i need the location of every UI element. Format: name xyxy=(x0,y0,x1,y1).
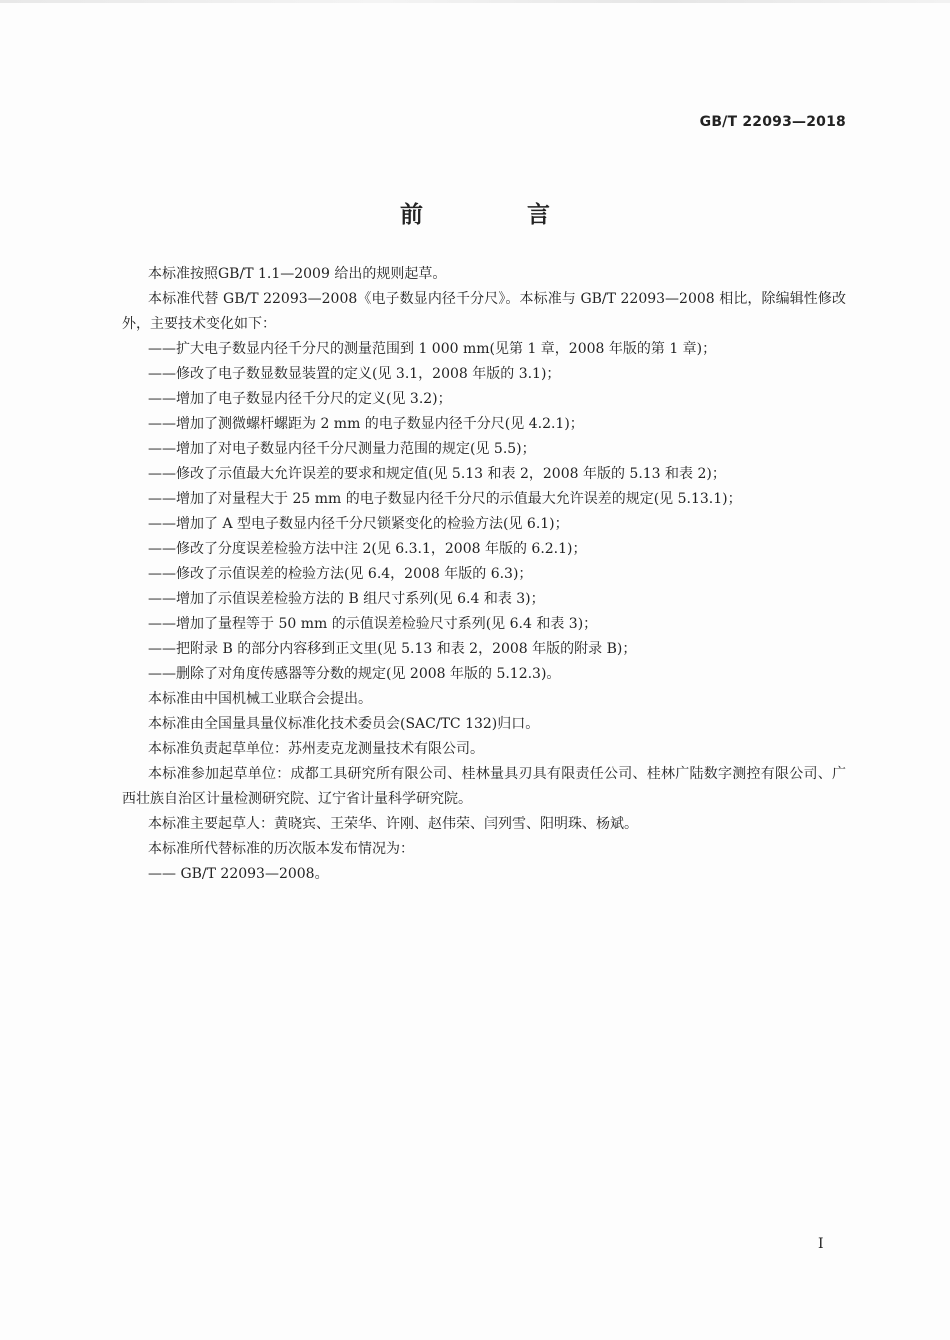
change-item: ——修改了示值最大允许误差的要求和规定值(见 5.13 和表 2，2008 年版的 5.13 和表 2)； xyxy=(148,466,726,482)
change-item: ——把附录 B 的部分内容移到正文里(见 5.13 和表 2，2008 年版的附录 B)； xyxy=(148,641,637,657)
change-item: ——删除了对角度传感器等分数的规定(见 2008 年版的 5.12.3)。 xyxy=(148,666,561,682)
history-item: —— GB/T 22093—2008。 xyxy=(148,866,329,882)
paragraph-committee: 本标准由全国量具量仪标准化技术委员会(SAC/TC 132)归口。 xyxy=(148,716,540,732)
change-item: ——增加了电子数显内径千分尺的定义(见 3.2)； xyxy=(148,391,452,407)
page-number: I xyxy=(818,1236,824,1252)
paragraph-replacement: 本标准代替 GB/T 22093—2008《电子数显内径千分尺》。本标准与 GB/T 22093—2008 相比，除编辑性修改外，主要技术变化如下： xyxy=(122,291,846,332)
change-item: ——增加了量程等于 50 mm 的示值误差检验尺寸系列(见 6.4 和表 3)； xyxy=(148,616,598,632)
change-item: ——增加了对量程大于 25 mm 的电子数显内径千分尺的示值最大允许误差的规定(见 5.13.1)； xyxy=(148,491,742,507)
foreword-body xyxy=(122,262,846,887)
paragraph-participating-drafters: 本标准参加起草单位：成都工具研究所有限公司、桂林量具刃具有限责任公司、桂林广陆数字测控有限公司、广西壮族自治区计量检测研究院、辽宁省计量科学研究院。 xyxy=(122,766,846,807)
change-item: ——增加了 A 型电子数显内径千分尺锁紧变化的检验方法(见 6.1)； xyxy=(148,516,569,532)
change-item: ——扩大电子数显内径千分尺的测量范围到 1 000 mm(见第 1 章，2008 年版的第 1 章)； xyxy=(148,341,717,357)
paragraph-lead-drafter: 本标准负责起草单位：苏州麦克龙测量技术有限公司。 xyxy=(148,741,484,757)
change-item: ——修改了示值误差的检验方法(见 6.4，2008 年版的 6.3)； xyxy=(148,566,533,582)
paragraph-drafting-rules: 本标准按照GB/T 1.1—2009 给出的规则起草。 xyxy=(148,266,447,282)
page-title: 前 言 xyxy=(399,202,598,228)
change-item: ——增加了对电子数显内径千分尺测量力范围的规定(见 5.5)； xyxy=(148,441,536,457)
paragraph-history-intro: 本标准所代替标准的历次版本发布情况为： xyxy=(148,841,414,857)
change-item: ——增加了测微螺杆螺距为 2 mm 的电子数显内径千分尺(见 4.2.1)； xyxy=(148,416,584,432)
standard-code: GB/T 22093—2018 xyxy=(699,114,846,130)
paragraph-proposer: 本标准由中国机械工业联合会提出。 xyxy=(148,691,372,707)
scan-top-edge xyxy=(0,0,950,3)
paragraph-main-drafters: 本标准主要起草人：黄晓宾、王荣华、许刚、赵伟荣、闫列雪、阳明珠、杨斌。 xyxy=(148,816,638,832)
change-item: ——修改了分度误差检验方法中注 2(见 6.3.1，2008 年版的 6.2.1)； xyxy=(148,541,587,557)
change-item: ——修改了电子数显数显装置的定义(见 3.1，2008 年版的 3.1)； xyxy=(148,366,561,382)
change-item: ——增加了示值误差检验方法的 B 组尺寸系列(见 6.4 和表 3)； xyxy=(148,591,545,607)
